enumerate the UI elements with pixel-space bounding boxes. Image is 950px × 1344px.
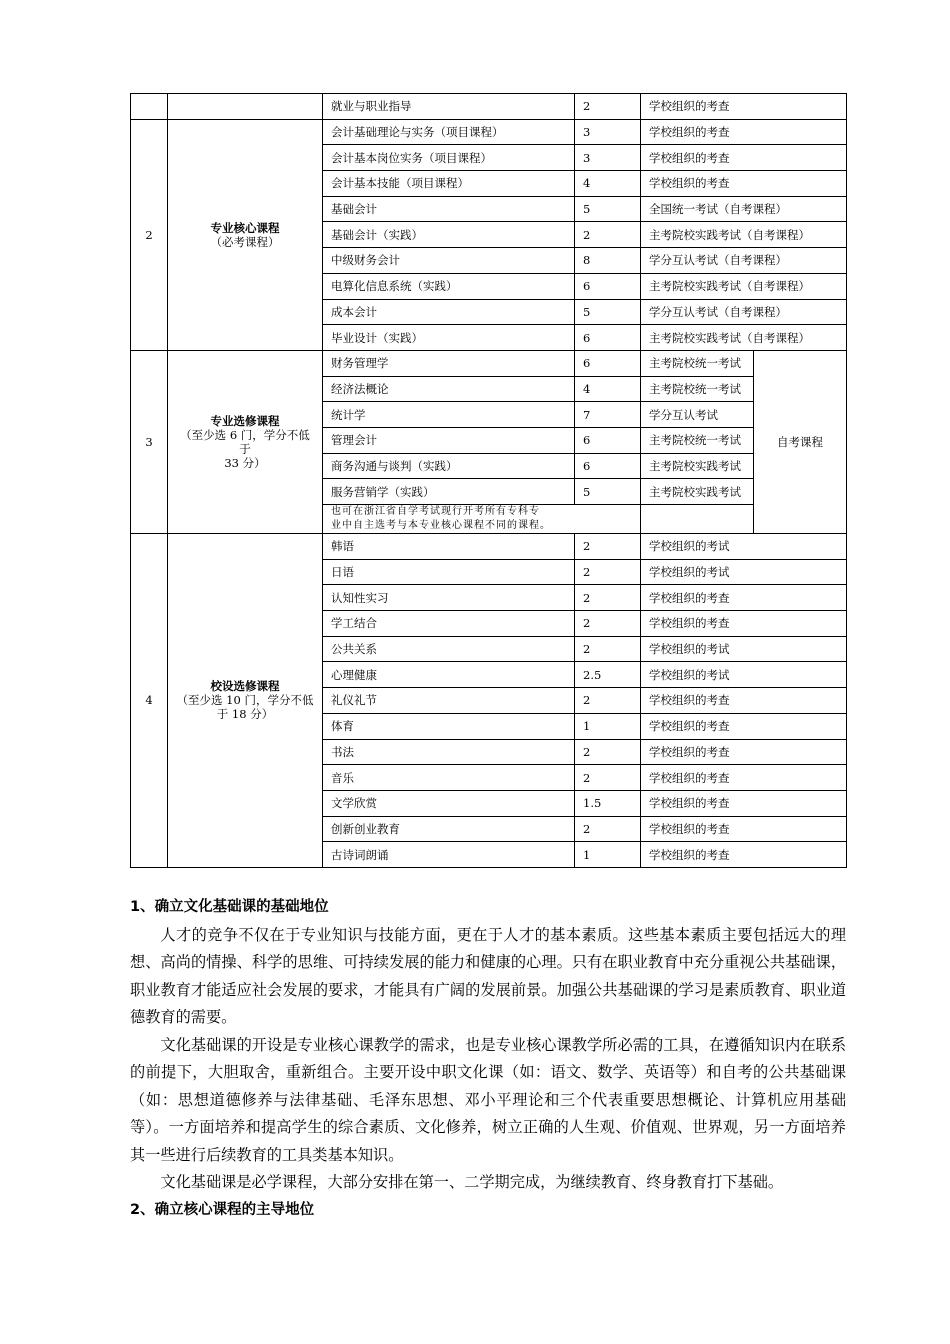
course-credit: 2 <box>575 611 641 637</box>
course-name: 体育 <box>323 713 575 739</box>
paragraph-3: 文化基础课是必学课程，大部分安排在第一、二学期完成，为继续教育、终身教育打下基础。 <box>160 1173 784 1191</box>
group-subtitle: 33 分） <box>224 455 266 470</box>
course-name: 书法 <box>323 739 575 765</box>
course-exam: 主考院校实践考试 <box>641 479 754 505</box>
course-exam: 主考院校统一考试 <box>641 376 754 402</box>
course-credit: 5 <box>575 299 641 325</box>
course-exam: 学校组织的考试 <box>641 534 847 560</box>
course-exam: 全国统一考试（自考课程） <box>641 196 847 222</box>
section-heading-2: 2、确立核心课程的主导地位 <box>130 1201 315 1218</box>
course-exam: 学校组织的考查 <box>641 842 847 868</box>
course-credit: 7 <box>575 402 641 428</box>
course-exam: 学分互认考试（自考课程） <box>641 299 847 325</box>
course-name: 基础会计 <box>323 196 575 222</box>
course-credit: 2 <box>575 585 641 611</box>
course-name: 音乐 <box>323 765 575 791</box>
self-exam-label: 自考课程 <box>754 350 847 533</box>
course-name: 商务沟通与谈判（实践） <box>323 453 575 479</box>
course-credit: 2.5 <box>575 662 641 688</box>
course-credit: 6 <box>575 325 641 351</box>
course-name: 会计基础理论与实务（项目课程） <box>323 119 575 145</box>
course-exam: 学校组织的考查 <box>641 94 847 120</box>
course-name: 日语 <box>323 559 575 585</box>
section-heading-1: 1、确立文化基础课的基础地位 <box>130 899 329 915</box>
course-exam: 学校组织的考查 <box>641 585 847 611</box>
course-credit: 2 <box>575 816 641 842</box>
course-credit: 1.5 <box>575 790 641 816</box>
paragraph-1: 人才的竞争不仅在于专业知识与技能方面，更在于人才的基本素质。这些基本素质主要包括远大的理想、高尚的情操、科学的思维、可持续发展的能力和健康的心理。只有在职业教育中充分重视公共基础课，职业教育才能适应社会发展的要求，才能具有广阔的发展前景。加强公共基础课的学习是素质教育、职业道德教育的需要。 <box>130 925 846 1026</box>
course-credit: 6 <box>575 427 641 453</box>
course-credit: 2 <box>575 559 641 585</box>
course-exam: 主考院校实践考试（自考课程） <box>641 325 847 351</box>
course-name: 认知性实习 <box>323 585 575 611</box>
course-exam: 学校组织的考查 <box>641 611 847 637</box>
table-row <box>131 119 847 145</box>
course-name: 古诗词朗诵 <box>323 842 575 868</box>
course-name: 创新创业教育 <box>323 816 575 842</box>
course-credit: 3 <box>575 119 641 145</box>
course-exam: 学校组织的考试 <box>641 636 847 662</box>
course-credit: 1 <box>575 842 641 868</box>
course-exam: 学校组织的考查 <box>641 816 847 842</box>
group-number: 2 <box>131 119 168 350</box>
note-cell <box>323 505 641 534</box>
course-name: 公共关系 <box>323 636 575 662</box>
course-name: 基础会计（实践） <box>323 222 575 248</box>
course-exam: 学校组织的考查 <box>641 765 847 791</box>
group-subtitle: （至少选 6 门，学分不低于 <box>180 427 310 456</box>
course-credit: 2 <box>575 534 641 560</box>
course-credit: 6 <box>575 453 641 479</box>
course-credit: 2 <box>575 688 641 714</box>
group-title: 专业选修课程 <box>210 413 280 428</box>
course-name: 财务管理学 <box>323 350 575 376</box>
course-credit: 3 <box>575 145 641 171</box>
course-credit: 2 <box>575 765 641 791</box>
course-credit: 2 <box>575 636 641 662</box>
course-name: 电算化信息系统（实践） <box>323 273 575 299</box>
course-name: 毕业设计（实践） <box>323 325 575 351</box>
course-name: 韩语 <box>323 534 575 560</box>
course-exam: 主考院校实践考试（自考课程） <box>641 222 847 248</box>
course-credit: 2 <box>575 222 641 248</box>
group-title-cell <box>168 350 323 533</box>
course-name: 心理健康 <box>323 662 575 688</box>
group-subtitle: （至少选 10 门，学分不低 <box>176 693 314 708</box>
group-title: 校设选修课程 <box>210 679 280 694</box>
course-name: 成本会计 <box>323 299 575 325</box>
group-title-cell <box>168 534 323 868</box>
group-number: 4 <box>131 534 168 868</box>
course-name: 文学欣赏 <box>323 790 575 816</box>
course-exam: 学校组织的考查 <box>641 171 847 197</box>
course-credit: 4 <box>575 171 641 197</box>
table-row <box>131 350 847 376</box>
course-credit: 6 <box>575 273 641 299</box>
course-exam: 主考院校实践考试（自考课程） <box>641 273 847 299</box>
note-line: 也可在浙江省自学考试现行开考所有专科专 <box>331 506 540 517</box>
course-credit: 2 <box>575 739 641 765</box>
course-exam: 学校组织的考查 <box>641 713 847 739</box>
course-exam: 学校组织的考查 <box>641 790 847 816</box>
course-name: 会计基本技能（项目课程） <box>323 171 575 197</box>
table-row <box>131 534 847 560</box>
course-exam: 学校组织的考查 <box>641 688 847 714</box>
course-name: 礼仪礼节 <box>323 688 575 714</box>
course-name: 学工结合 <box>323 611 575 637</box>
course-exam: 主考院校实践考试 <box>641 453 754 479</box>
group-number: 3 <box>131 350 168 533</box>
course-credit: 2 <box>575 94 641 120</box>
body-text <box>130 894 846 1224</box>
course-exam: 学校组织的考查 <box>641 739 847 765</box>
course-name: 经济法概论 <box>323 376 575 402</box>
group-title-cell <box>168 119 323 350</box>
course-exam: 主考院校统一考试 <box>641 350 754 376</box>
group-title: 专业核心课程 <box>210 220 280 235</box>
course-credit: 5 <box>575 479 641 505</box>
table-row <box>131 94 847 120</box>
course-name: 就业与职业指导 <box>323 94 575 120</box>
paragraph-2: 文化基础课的开设是专业核心课教学的需求，也是专业核心课教学所必需的工具，在遵循知识内在联系的前提下，大胆取舍，重新组合。主要开设中职文化课（如：语文、数学、英语等）和自考的公共基础课（如：思想道德修养与法律基础、毛泽东思想、邓小平理论和三个代表重要思想概论、计算机应用基础等）。一方面培养和提高学生的综合素质、文化修养，树立正确的人生观、价值观、世界观，另一方面培养其一些进行后续教育的工具类基本知识。 <box>130 1035 846 1164</box>
course-credit: 8 <box>575 248 641 274</box>
group-subtitle: 于 18 分） <box>216 707 274 722</box>
course-credit: 1 <box>575 713 641 739</box>
course-exam: 学校组织的考查 <box>641 119 847 145</box>
course-exam: 学校组织的考试 <box>641 559 847 585</box>
course-name: 服务营销学（实践） <box>323 479 575 505</box>
course-credit: 5 <box>575 196 641 222</box>
empty-cell <box>641 505 754 534</box>
group-subtitle: （必考课程） <box>210 234 280 249</box>
course-name: 统计学 <box>323 402 575 428</box>
course-exam: 主考院校统一考试 <box>641 427 754 453</box>
course-name: 中级财务会计 <box>323 248 575 274</box>
empty-cell <box>168 94 323 120</box>
course-credit: 6 <box>575 350 641 376</box>
course-credit: 4 <box>575 376 641 402</box>
note-line: 业中自主选考与本专业核心课程不同的课程。 <box>331 520 551 531</box>
course-name: 会计基本岗位实务（项目课程） <box>323 145 575 171</box>
course-name: 管理会计 <box>323 427 575 453</box>
course-exam: 学校组织的考查 <box>641 145 847 171</box>
course-exam: 学校组织的考试 <box>641 662 847 688</box>
course-exam: 学分互认考试 <box>641 402 754 428</box>
curriculum-table <box>130 93 847 868</box>
empty-cell <box>131 94 168 120</box>
course-exam: 学分互认考试（自考课程） <box>641 248 847 274</box>
